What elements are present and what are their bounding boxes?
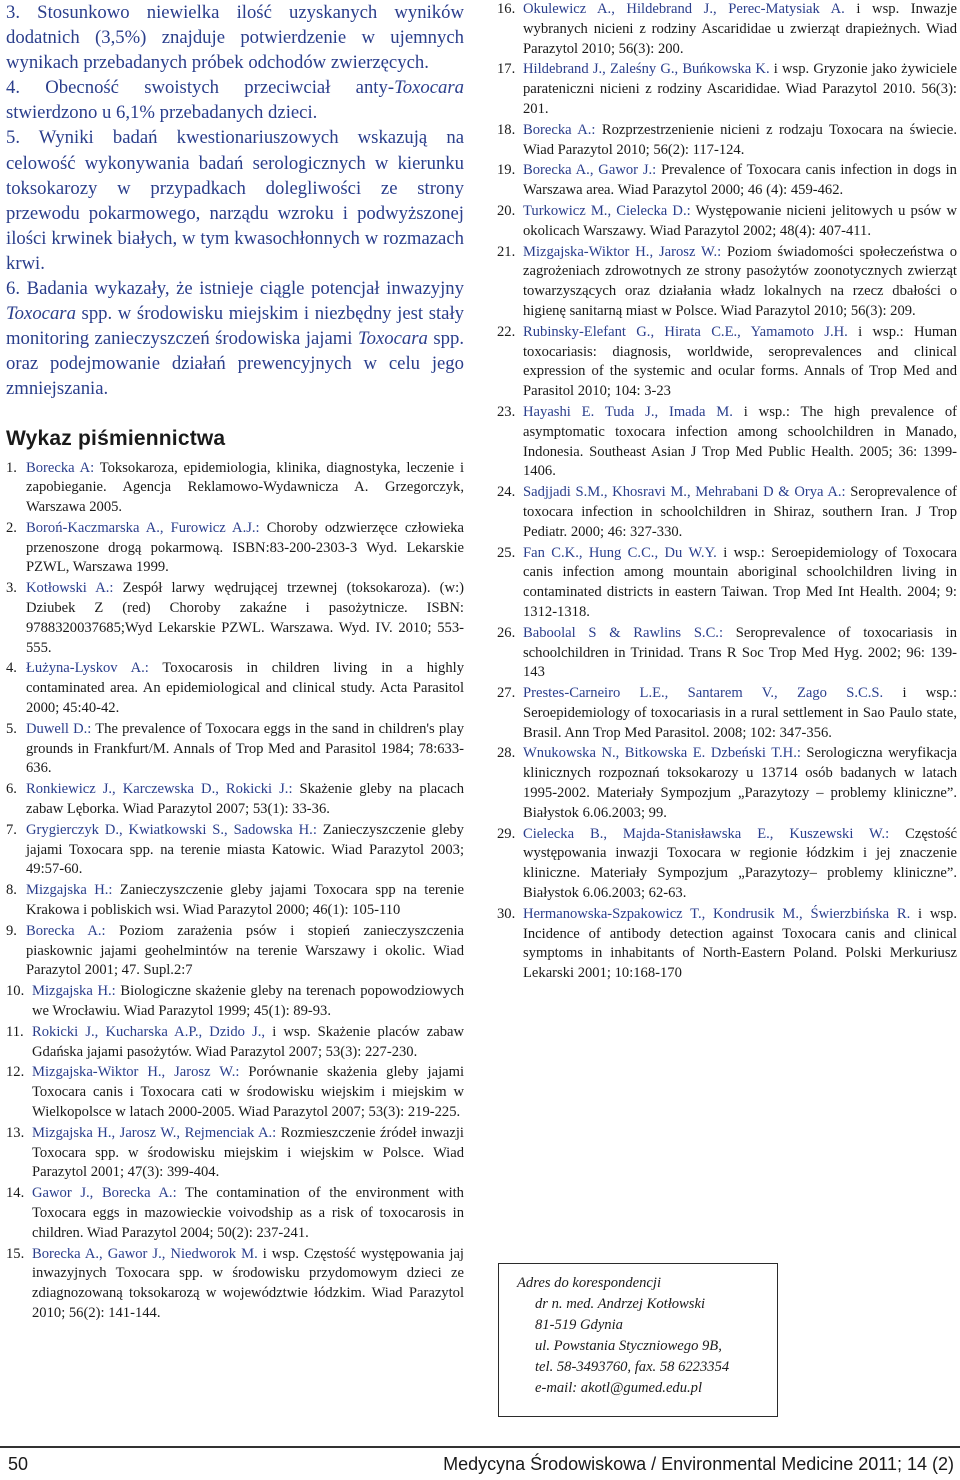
reference-number: 22. bbox=[497, 323, 516, 340]
reference-item bbox=[6, 1063, 464, 1122]
reference-authors: Cielecka B., Majda-Stanisławska E., Kuszewski W.: bbox=[523, 825, 890, 842]
reference-authors: Hermanowska-Szpakowicz T., Kondrusik M., Świerzbińska R. bbox=[523, 905, 911, 922]
reference-number: 11. bbox=[6, 1023, 24, 1040]
conclusion-p4 bbox=[6, 75, 464, 125]
reference-text: The prevalence of Toxocara eggs in the sand in children's play grounds in Frankfurt/M. Annals of Trop Med and Parasitol 1984; 78:633-636. bbox=[26, 720, 464, 777]
reference-text: Rozmieszczenie źródeł inwazji Toxocara spp. w środowisku miejskim i wiejskim w Polsce. Wiad Parazytol 2001; 47(3): 399-404. bbox=[32, 1124, 464, 1181]
reference-authors: Prestes-Carneiro L.E., Santarem V., Zago S.C.S. bbox=[523, 685, 884, 702]
reference-authors: Rokicki J., Kucharska A.P., Dzido J., bbox=[32, 1023, 266, 1040]
conclusion-text: Wyniki badań kwestionariuszowych wskazują na celowość wykonywania badań serologicznych w kierunku toksokarozy w przypadkach dolegliwości ze strony przewodu pokarmowego, narządu wzroku i podwyższonej ilości krwinek białych, w tym kwasochłonnych w rozmazach krwi. bbox=[6, 127, 464, 274]
reference-authors: Rubinsky-Elefant G., Hirata C.E., Yamamoto J.H. bbox=[523, 323, 848, 340]
reference-authors: Mizgajska H.: bbox=[32, 983, 116, 1000]
reference-authors: Borecka A: bbox=[26, 459, 95, 476]
reference-item bbox=[497, 202, 957, 242]
correspondence-line: 81-519 Gdynia bbox=[535, 1317, 623, 1333]
reference-text: i wsp. Gryzonie jako żywiciele parateniczni nicieni z rodziny Ascarididae. Wiad Parazytol 2010. 56(3): 201. bbox=[523, 61, 957, 117]
reference-text: Choroby odzwierzęce człowieka przenoszone drogą pokarmową. ISBN:83-200-2303-3 Wyd. Lekarskie PZWL, Warszawa 1999. bbox=[26, 519, 464, 576]
reference-text: Skażenie gleby na placach zabaw Lęborka. Wiad Parazytol 2007; 53(1): 33-36. bbox=[26, 781, 464, 818]
reference-item bbox=[497, 825, 957, 904]
reference-text: Poziom zarażenia psów i stopień zanieczyszczenia piaskownic jajami geohelmintów na terenie Warszawy i okolic. Wiad Parazytol 2001; 47. Supl.2:7 bbox=[26, 922, 464, 979]
reference-text: Biologiczne skażenie gleby na terenach popowodziowych we Wrocławiu. Wiad Parazytol 1999; 45(1): 89-93. bbox=[32, 983, 464, 1020]
reference-authors: Hayashi E. Tuda J., Imada M. bbox=[523, 403, 733, 420]
reference-item bbox=[6, 1124, 464, 1183]
reference-item bbox=[6, 982, 464, 1022]
reference-authors: Ronkiewicz J., Karczewska D., Rokicki J.: bbox=[26, 781, 293, 798]
reference-number: 8. bbox=[6, 882, 17, 899]
reference-authors: Wnukowska N., Bitkowska E. Dzbeński T.H.: bbox=[523, 745, 801, 762]
reference-text: i wsp.: The high prevalence of asymptomatic toxocara infection among schoolchildren in Manado, Indonesia. Southeast Asian J Trop Med Public Health. 2005; 36: 1399-1406. bbox=[523, 403, 957, 480]
reference-number: 13. bbox=[6, 1124, 25, 1141]
references-heading: Wykaz piśmiennictwa bbox=[6, 426, 226, 450]
reference-authors: Mizgajska H., Jarosz W., Rejmenciak A.: bbox=[32, 1124, 277, 1141]
conclusions bbox=[6, 0, 464, 402]
reference-item bbox=[497, 403, 957, 482]
references-list-right bbox=[497, 0, 957, 984]
reference-authors: Baboolal S & Rawlins S.C.: bbox=[523, 624, 724, 641]
reference-item bbox=[497, 544, 957, 623]
conclusion-text: spp. w środowisku miejskim i niezbędny jest stały monitoring zanieczyszczeń środowiska jajami bbox=[6, 303, 464, 350]
reference-item bbox=[497, 624, 957, 683]
reference-text: i wsp.: Human toxocariasis: diagnosis, worldwide, seroprevalences and clinical expression of the systemic and ocular forms. Annals of Trop Med and Parasitol 2010; 104: 3-23 bbox=[523, 323, 957, 400]
reference-item bbox=[497, 323, 957, 402]
reference-authors: Mizgajska H.: bbox=[26, 882, 113, 899]
reference-text: i wsp.: Seroepidemiology of toxocariasis in a rural settlement in Sao Paulo state, Brasil. Ann Trop Med Parasitol. 2008; 102: 347-356. bbox=[523, 685, 957, 741]
reference-number: 1. bbox=[6, 459, 17, 476]
conclusion-p3 bbox=[6, 0, 464, 75]
reference-number: 25. bbox=[497, 544, 516, 561]
reference-item bbox=[6, 459, 464, 518]
reference-item bbox=[6, 1245, 464, 1324]
reference-item bbox=[6, 780, 464, 820]
conclusion-text: spp. oraz podejmowanie działań prewencyjnych w celu jego zmniejszania. bbox=[6, 328, 464, 400]
reference-item bbox=[497, 744, 957, 823]
correspondence-email: e-mail: akotl@gumed.edu.pl bbox=[535, 1380, 703, 1396]
right-column bbox=[497, 0, 957, 985]
reference-text: Toxocarosis in children living in a highly contaminated area. An epidemiological and clinical study. Acta Parasitol 2000; 45:40-42. bbox=[26, 660, 464, 717]
conclusion-number: 5. bbox=[6, 127, 21, 149]
reference-authors: Turkowicz M., Cielecka D.: bbox=[523, 202, 691, 219]
reference-authors: Fan C.K., Hung C.C., Du W.Y. bbox=[523, 544, 717, 561]
reference-authors: Borecka A.: bbox=[26, 922, 106, 939]
reference-authors: Sadjjadi S.M., Khosravi M., Mehrabani D & Orya A.: bbox=[523, 484, 846, 501]
reference-item bbox=[497, 243, 957, 322]
reference-number: 14. bbox=[6, 1185, 25, 1202]
reference-authors: Borecka A., Gawor J.: bbox=[523, 162, 657, 179]
reference-number: 21. bbox=[497, 243, 516, 260]
reference-authors: Hildebrand J., Zaleśny G., Buńkowska K. bbox=[523, 61, 770, 78]
reference-item bbox=[6, 821, 464, 880]
conclusion-number: 3. bbox=[6, 2, 21, 23]
reference-text: Częstość występowania inwazji Toxocara w regionie łódzkim i jej znaczenie kliniczne. Materiały Sympozjum „Parazytozy– problemy kliniczne”. Białystok 6.06.2003; 62-63. bbox=[523, 825, 957, 902]
reference-item bbox=[497, 483, 957, 542]
reference-text: i wsp. Skażenie placów zabaw Gdańska jajami pasożytów. Wiad Parazytol 2007; 53(3): 227-230. bbox=[32, 1023, 465, 1060]
reference-number: 20. bbox=[497, 202, 516, 219]
reference-text: Zanieczyszczenie gleby jajami Toxocara spp. na terenie miasta Katowic. Wiad Parazytol 2003; 49:57-60. bbox=[26, 821, 464, 878]
reference-item bbox=[6, 1023, 464, 1063]
reference-item bbox=[6, 881, 464, 921]
reference-text: i wsp. Incidence of antibody detection against Toxocara canis and clinical symptoms in inhabitants of North-Eastern Poland. Polski Merkuriusz Lekarski 2001; 10:168-170 bbox=[523, 905, 957, 982]
reference-number: 23. bbox=[497, 403, 516, 420]
references-list-left bbox=[6, 459, 464, 1324]
reference-text: i wsp.: Seroepidemiology of Toxocara canis infection among mountain aboriginal schoolchildren living in contaminated districts in eastern Taiwan. Trop Med Int Health. 2004; 9: 1312-1318. bbox=[523, 544, 957, 620]
reference-item bbox=[497, 121, 957, 161]
footer-rule bbox=[0, 1446, 960, 1448]
reference-item bbox=[497, 60, 957, 119]
journal-footer: Medycyna Środowiskowa / Environmental Medicine 2011; 14 (2) bbox=[443, 1454, 954, 1474]
correspondence-title: Adres do korespondencji bbox=[517, 1275, 662, 1291]
conclusion-number: 6. bbox=[6, 278, 21, 300]
reference-number: 18. bbox=[497, 121, 516, 138]
correspondence-line: dr n. med. Andrzej Kotłowski bbox=[535, 1296, 705, 1312]
reference-number: 2. bbox=[6, 519, 17, 536]
conclusion-number: 4. bbox=[6, 77, 21, 99]
reference-number: 7. bbox=[6, 821, 17, 838]
reference-number: 3. bbox=[6, 580, 17, 597]
reference-item bbox=[6, 720, 464, 779]
reference-number: 12. bbox=[6, 1064, 25, 1081]
conclusion-text: Toxocara bbox=[394, 77, 464, 99]
reference-number: 17. bbox=[497, 61, 516, 78]
reference-text: Występowanie nicieni jelitowych u psów w okolicach Warszawy. Wiad Parazytol 2002; 48(4): 407-411. bbox=[523, 202, 958, 239]
reference-text: Toksokaroza, epidemiologia, klinika, diagnostyka, leczenie i zapobieganie. Agencja Reklamowo-Wydawnicza A. Grzegorczyk, Warszawa 2005. bbox=[26, 459, 464, 516]
reference-number: 27. bbox=[497, 685, 516, 702]
reference-authors: Mizgajska-Wiktor H., Jarosz W.: bbox=[32, 1064, 240, 1081]
conclusion-text: Toxocara bbox=[357, 328, 428, 350]
reference-text: Zespół larwy wędrującej trzewnej (toksokaroza). (w:) Dziubek Z (red) Choroby zakaźne i pasożytnicze. ISBN: 9788320037685;Wyd Lekarskie PZWL. Warszawa. Wyd. IV. 2010; 553-555. bbox=[26, 580, 464, 656]
reference-item bbox=[497, 0, 957, 59]
page-number: 50 bbox=[8, 1454, 29, 1474]
conclusion-p6 bbox=[6, 276, 464, 401]
reference-number: 24. bbox=[497, 484, 516, 501]
correspondence-line: ul. Powstania Styczniowego 9B, bbox=[535, 1338, 722, 1354]
reference-text: Poziom świadomości społeczeństwa o zagrożeniach zdrowotnych ze strony pasożytów zoonotycznych zwierząt towarzyszących oraz działania władz lokalnych na rzecz dbałości o higienę sanitarną miast w Polsce. Wiad Parazytol 2010; 56(3): 209. bbox=[523, 243, 957, 319]
reference-item bbox=[497, 684, 957, 743]
reference-text: Seroprevalence of toxocara infection in schoolchildren in Shiraz, southern Iran. J Trop Pediatr. 2000; 46: 327-330. bbox=[523, 484, 957, 540]
conclusion-text: Toxocara bbox=[6, 303, 76, 325]
reference-authors: Duwell D.: bbox=[26, 720, 92, 737]
reference-authors: Mizgajska-Wiktor H., Jarosz W.: bbox=[523, 243, 722, 260]
reference-item bbox=[6, 1184, 464, 1243]
reference-text: Seroprevalence of toxocariasis in schoolchildren in Trinidad. Trans R Soc Trop Med Hyg. 2002; 96: 139-143 bbox=[523, 624, 957, 681]
reference-number: 28. bbox=[497, 745, 516, 762]
reference-number: 26. bbox=[497, 624, 516, 641]
reference-number: 9. bbox=[6, 922, 17, 939]
correspondence-box bbox=[498, 1263, 778, 1417]
reference-item bbox=[497, 905, 957, 984]
reference-item bbox=[6, 659, 464, 718]
left-column bbox=[6, 0, 464, 1325]
reference-authors: Grygierczyk D., Kwiatkowski S., Sadowska H.: bbox=[26, 821, 317, 838]
reference-text: i wsp. Częstość występowania jaj inwazyjnych Toxocara spp. w środowisku przydomowym dzieci ze zdiagnozowaną toksokarozą w województwie łódzkim. Wiad Parazytol 2010; 56(2): 141-144. bbox=[32, 1245, 464, 1321]
reference-number: 10. bbox=[6, 983, 25, 1000]
reference-text: Prevalence of Toxocara canis infection in dogs in Warszawa area. Wiad Parazytol 2000; 46 (4): 459-462. bbox=[523, 162, 957, 199]
reference-text: Serologiczna weryfikacja klinicznych rozpoznań toksokarozy u 13714 osób badanych w latach 1995-2002. Materiały Sympozjum „Parazytozy – problemy kliniczne”. Białystok 6.06.2003; 99. bbox=[523, 745, 957, 821]
reference-number: 15. bbox=[6, 1245, 25, 1262]
reference-number: 16. bbox=[497, 1, 516, 17]
reference-number: 19. bbox=[497, 162, 516, 179]
conclusion-text: Badania wykazały, że istnieje ciągle potencjał inwazyjny bbox=[20, 278, 464, 300]
conclusion-text: Stosunkowo niewielka ilość uzyskanych wyników dodatnich (3,5%) znajduje potwierdzenie w ujemnych wynikach przebadanych próbek odchodów zwierzęcych. bbox=[6, 2, 464, 74]
reference-authors: Okulewicz A., Hildebrand J., Perec-Matysiak A. bbox=[523, 1, 845, 17]
reference-item bbox=[6, 579, 464, 658]
conclusion-p5 bbox=[6, 125, 464, 276]
reference-item bbox=[6, 519, 464, 578]
reference-text: Zanieczyszczenie gleby jajami Toxocara spp na terenie Krakowa i pobliskich wsi. Wiad Parazytol 2000; 46(1): 105-110 bbox=[26, 882, 464, 919]
reference-authors: Kotłowski A.: bbox=[26, 580, 114, 597]
reference-item bbox=[497, 161, 957, 201]
reference-number: 4. bbox=[6, 660, 17, 677]
reference-authors: Łużyna-Lyskov A.: bbox=[26, 660, 149, 677]
reference-authors: Borecka A., Gawor J., Niedworok M. bbox=[32, 1245, 258, 1262]
reference-number: 29. bbox=[497, 825, 516, 842]
reference-number: 6. bbox=[6, 781, 17, 798]
reference-authors: Boroń-Kaczmarska A., Furowicz A.J.: bbox=[26, 519, 260, 536]
reference-item bbox=[6, 922, 464, 981]
reference-text: i wsp. Inwazje wybranych nicieni z rodziny Ascarididae u zwierząt drapieżnych. Wiad Parazytol 2010; 56(3): 200. bbox=[523, 1, 957, 57]
reference-number: 30. bbox=[497, 905, 516, 922]
reference-text: Porównanie skażenia gleby jajami Toxocara canis i Toxocara cati w środowisku wiejskim i miejskim w Wielkopolsce w latach 2000-2005. Wiad Parazytol 2007; 53(3): 219-225. bbox=[32, 1064, 465, 1120]
reference-authors: Borecka A.: bbox=[523, 121, 596, 138]
conclusion-text: Obecność swoistych przeciwciał anty- bbox=[20, 77, 395, 99]
correspondence-line: tel. 58-3493760, fax. 58 6223354 bbox=[535, 1359, 730, 1375]
conclusion-text: stwierdzono u 6,1% przebadanych dzieci. bbox=[6, 102, 318, 124]
reference-number: 5. bbox=[6, 720, 17, 737]
reference-authors: Gawor J., Borecka A.: bbox=[32, 1185, 177, 1202]
reference-text: The contamination of the environment with Toxocara eggs in mazowieckie voivodship as a risk of toxocarosis in children. Wiad Parazytol 2004; 50(2): 237-241. bbox=[32, 1185, 464, 1241]
reference-text: Rozprzestrzenienie nicieni z rodzaju Toxocara na świecie. Wiad Parazytol 2010; 56(2): 117-124. bbox=[523, 121, 957, 158]
